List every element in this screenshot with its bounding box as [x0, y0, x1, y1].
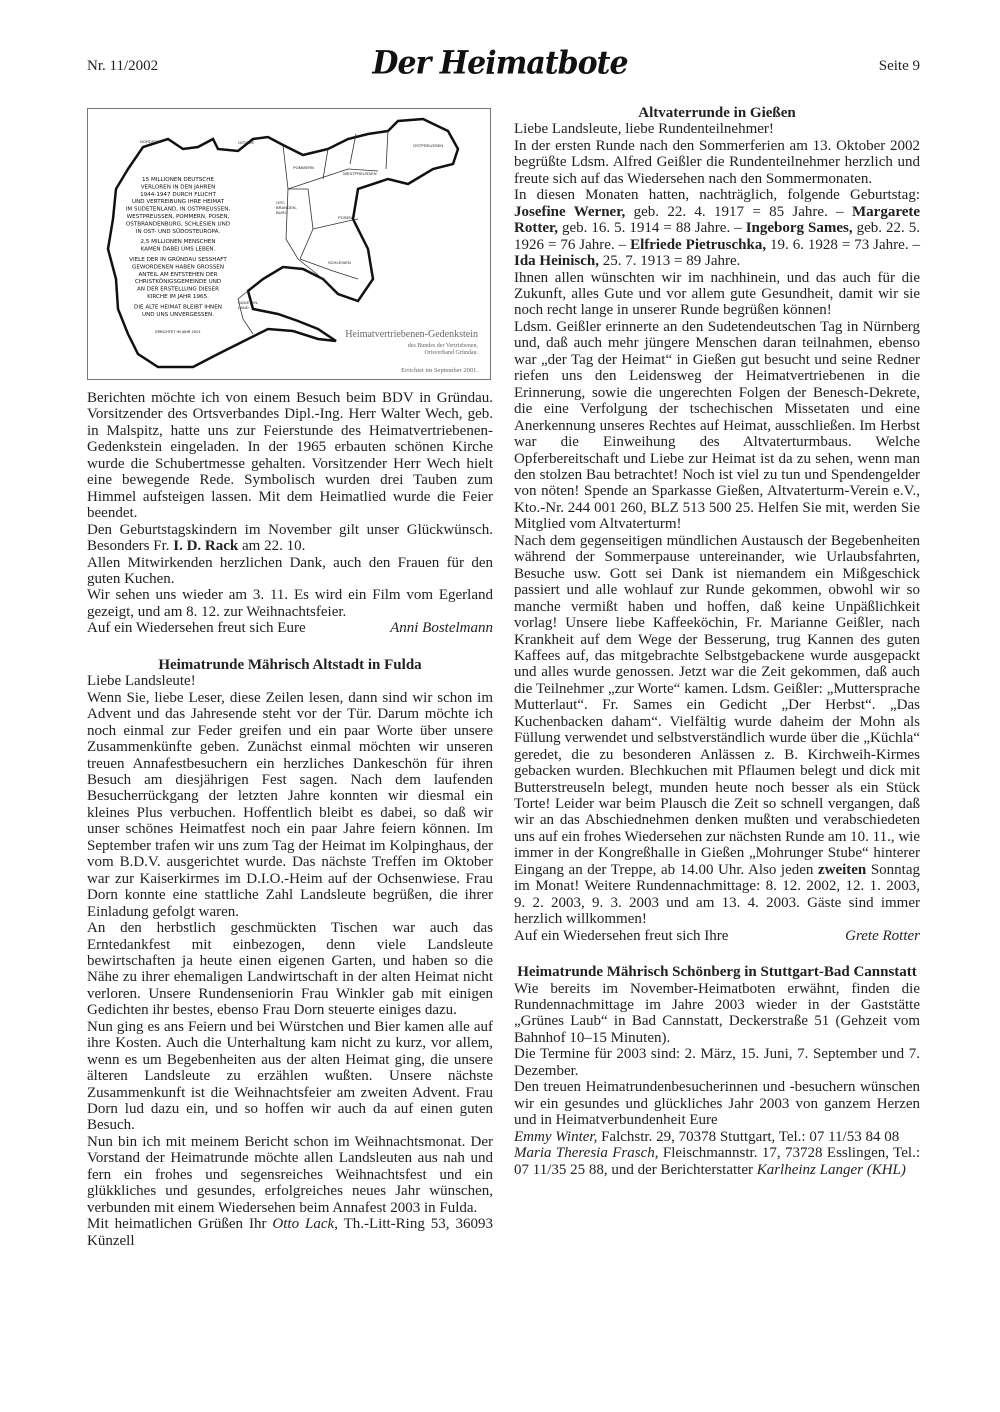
bold-text: Ida Heinisch,: [514, 253, 600, 270]
bold-text: I. D. Rack: [173, 538, 239, 555]
text: Nach dem gegenseitigen mündlichen Austausch der Begebenheiten während der Sommerpause untereinander, wie Urlaubsfahrten, Besuche usw. Gott sei Dank ist niemandem ein Mißgeschick passiert und alle wohlauf zur Runde gekommen, obwohl wir so manche vermißt haben und hoffen, daß keine Unpäßlichkeit vorlag! Unsere liebe Kaffeeköchin, Fr. Marianne Geißler, nach Krankheit auf dem Wege der Besserung, trug Kannen des guten Kaffees auf, das mitgebrachte Selbstgebackene wurde ausgepackt und alles wurde genossen. Jetzt war die Zeit gekommen, daß auch die Teilnehmer „zur Worte“ kamen. Ldsm. Geißler: „Muttersprache Mutterlaut“. Fr. Sames ein Gedicht „Der Herbst“. „Das Kuchenbacken daham“. Vielfältig wurde daheim der Mohn als Füllung verwendet und selbstverständlich wurde über die „Küchla“ geredet, die zu besonderen Anlässen z. B. Kirchweih-Kirmes gebacken wurden. Blechkuchen mit Pflaumen belegt und dick mit Butterstreuseln belegt, munden heute noch besser als ein Stück Torte! Leider war beim Plausch die Zeit so schnell vergangen, daß wir an das Abschiednehmen denken mußten und verabschiedeten uns auf ein frohes Wiedersehen zur nächsten Runde am 10. 11., wie immer in der Kongreßhalle in Gießen „Mohrunger Stube“ hinterer Eingang an der Treppe, ab 14.00 Uhr. Also jeden: [514, 532, 920, 878]
memorial-inscription-line: IN OST- UND SÜDOSTEUROPA.: [135, 228, 221, 235]
page-number: Seite 9: [878, 58, 920, 74]
newspaper-logo: Der Heimatbote: [372, 45, 628, 82]
signoff-text: Auf ein Wiedersehen freut sich Eure: [87, 620, 306, 637]
italic-text: Karlheinz Langer (KHL): [756, 1161, 906, 1178]
article-paragraph: [87, 587, 493, 620]
article-paragraph: [87, 920, 493, 1019]
memorial-inscription-line: OSTBRANDENBURG, SCHLESIEN UND: [125, 221, 231, 228]
article-paragraph: [514, 1079, 920, 1128]
text: Wir sehen uns wieder am 3. 11. Es wird ein Film vom Egerland gezeigt, und am 8. 12. zur Weihnachtsfeier.: [87, 587, 493, 620]
memorial-inscription-line: GEWORDENEN HABEN GROSSEN: [131, 264, 225, 271]
article-paragraph: [514, 1145, 920, 1178]
caption-title: Heimatvertriebenen-Gedenkstein: [345, 329, 478, 340]
text: Liebe Landsleute!: [87, 673, 196, 690]
text: Ldsm. Geißler erinnerte an den Sudetendeutschen Tag in Nürnberg und, daß auch mehr jüngere Menschen daran teilnahmen, ebenso war „der Tag der Heimat“ in Gießen gut besucht und seine Redner riefen uns den Leidensweg der Heimatvertriebenen in die Erinnerung, sowie die ungerechten Folgen der Benesch-Dekrete, die eine Verfolgung der tschechischen Missetaten und eine Anerkennung unseres Rechtes auf Heimat, ausschließen. Im Herbst war die Einweihung des Altvaterturmbaus. Welche Opferbereitschaft und Liebe zur Heimat ist da zu sehen, wenn man den stolzen Bau betrachtet! Noch ist viel zu tun und Spendengelder von nöten! Spende an Sparkasse Gießen, Altvaterturm-Verein e.V., Kto.-Nr. 244 001 260, BLZ 513 500 25. Helfen Sie mit, werden Sie Mitglied vom Altvaterturm!: [514, 318, 920, 533]
text: Ihnen allen wünschten wir im nachhinein, und das auch für die Zukunft, alles Gute und vor allem gute Gesundheit, damit wir sie noch recht lange in unserer Runde begrüßen können!: [514, 269, 920, 319]
signoff-text: Auf ein Wiedersehen freut sich Ihre: [514, 927, 729, 944]
bold-text: Ingeborg Sames,: [745, 220, 853, 237]
article-title: Heimatrunde Mährisch Altstadt in Fulda: [158, 656, 422, 673]
article-paragraph: [87, 673, 493, 689]
memorial-inscription-line: KAMEN DABEI UMS LEBEN.: [140, 246, 216, 253]
map-region-label: NORDSEE: [140, 139, 160, 144]
text: Wenn Sie, liebe Leser, diese Zeilen lesen, dann sind wir schon im Advent und das Jahresende steht vor der Tür. Darum möchte ich noch einmal zur Feder greifen und ein paar Worte über unsere Zusammenkünfte geben. Zunächst einmal möchten wir unseren treuen Annafestbesuchern ein herzliches Dankeschön für ihren Besuch am diesjährigen Fest sagen. Nach dem laufenden Besucherrückgang der letzten Jahre konnten wir diesmal ein kleines Plus verbuchen. Hoffentlich bleibt es dabei, so daß wir unser schönes Heimatfest noch ein paar Jahre feiern können. Im September trafen wir uns zum Tag der Heimat im Kolpinghaus, der vom B.D.V. ausgerichtet wurde. Das nächste Treffen im Oktober war zur Kaiserkirmes im D.I.O.-Heim auf der Ochsenwiese. Frau Dorn konnte eine stattliche Zahl Landsleute begrüßen, die ihrer Einladung gefolgt waren.: [87, 689, 493, 920]
memorial-inscription-line: UND VERTREIBUNG IHRE HEIMAT: [131, 199, 225, 206]
caption-subtitle: Ortsverband Gründau.: [424, 350, 478, 356]
map-region-label: POSEN: [338, 215, 353, 220]
article: [87, 657, 493, 1249]
map-region-label: OST-: [276, 200, 286, 205]
memorial-inscription-line: AN DER ERSTELLUNG DIESER: [136, 286, 220, 293]
text: geb. 22. 4. 1917 = 85 Jahre. –: [625, 203, 852, 220]
signoff: [87, 620, 493, 636]
map-region-label: WESTPREUSSEN: [343, 171, 377, 176]
memorial-inscription-line: KIRCHE IM JAHR 1965.: [147, 294, 209, 300]
left-column: [87, 390, 493, 1269]
article: [514, 964, 920, 1178]
article-paragraph: [514, 187, 920, 269]
text: Allen Mitwirkenden herzlichen Dank, auch den Frauen für den guten Kuchen.: [87, 554, 493, 587]
text: Falchstr. 29, 70378 Stuttgart, Tel.: 07 11/53 84 08: [597, 1128, 900, 1145]
italic-text: Emmy Winter,: [514, 1128, 598, 1145]
memorial-inscription-line: UND UNS UNVERGESSEN.: [142, 311, 214, 318]
article-paragraph: [87, 1019, 493, 1134]
map-region-label: BRANDEN-: [276, 205, 297, 210]
article-paragraph: [514, 319, 920, 533]
memorial-stone-photo: [87, 108, 491, 380]
italic-text: Otto Lack: [272, 1216, 335, 1233]
caption-date: Errichtet im September 2001.: [401, 367, 478, 374]
memorial-inscription-line: IM SUDETENLAND, IN OSTPREUSSEN,: [125, 206, 231, 213]
caption-subtitle: des Bundes der Vertriebenen,: [407, 343, 478, 349]
bold-text: Elfriede Pietruschka,: [630, 236, 767, 253]
text: In diesen Monaten hatten, nachträglich, folgende Geburtstag:: [514, 187, 920, 204]
article-paragraph: [87, 1216, 493, 1249]
text: geb. 16. 5. 1914 = 88 Jahre. –: [558, 220, 746, 237]
article-paragraph: [514, 138, 920, 187]
article-paragraph: [87, 690, 493, 920]
map-region-label: SCHLESIEN: [328, 260, 351, 265]
article-paragraph: [514, 1129, 920, 1145]
memorial-inscription-line: WESTPREUSSEN, POMMERN, POSEN,: [126, 214, 230, 220]
text: Berichten möchte ich von einem Besuch beim BDV in Gründau. Vorsitzender des Ortsverbandes Dipl.-Ing. Herr Walter Wech, geb. in Malspitz, hatte uns zur Feierstunde des Heimatvertriebenen-Gedenkstein eingeladen. In der 1965 erbauten schönen Kirche wurde die Schubertmesse gehalten. Vorsitzender Herr Wech hielt eine bewegende Rede. Symbolisch wurden drei Tauben zum Himmel aufsteigen lassen. Mit dem Heimatlied wurde die Feier beendet.: [87, 390, 493, 522]
issue-number: Nr. 11/2002: [87, 58, 159, 74]
article-paragraph: [514, 270, 920, 319]
text: Liebe Landsleute, liebe Rundenteilnehmer!: [514, 121, 774, 138]
article-paragraph: [514, 121, 920, 137]
text: 19. 6. 1928 = 73 Jahre. –: [766, 236, 921, 253]
text: , Th.-Litt-Ring 53, 36093 Künzell: [87, 1216, 493, 1249]
text: Die Termine für 2003 sind: 2. März, 15. Juni, 7. September und 7. Dezember.: [514, 1046, 920, 1079]
signoff: [514, 928, 920, 944]
text: Nun bin ich mit meinem Bericht schon im Weihnachtsmonat. Der Vorstand der Heimatrunde möchte allen Landsleuten aus nah und fern ein frohes und segensreiches Weihnachtsfest und ein glükkliches und gesundes, erfolgreiches neues Jahr wünschen, verbunden mit einem Wiedersehen beim Annafest 2003 in Fulda.: [87, 1133, 493, 1216]
article-paragraph: [514, 981, 920, 1047]
article: [514, 105, 920, 944]
text: Den treuen Heimatrundenbesucherinnen und -besuchern wünschen wir ein gesundes und glückliches Jahr 2003 von ganzem Herzen und in Heimatverbundenheit Eure: [514, 1079, 920, 1129]
map-region-label: LAND: [238, 305, 249, 310]
author-name: Anni Bostelmann: [390, 620, 493, 637]
map-region-label: OSTPREUSSEN: [413, 143, 444, 148]
map-region-label: POMMERN: [293, 165, 314, 170]
map-region-label: SUDETEN-: [238, 300, 259, 305]
memorial-inscription-line: ERRICHTET IM JAHR 2001: [155, 330, 201, 335]
bold-text: Josefine Werner,: [514, 203, 626, 220]
memorial-inscription-line: DIE ALTE HEIMAT BLEIBT IHNEN: [134, 304, 222, 311]
memorial-inscription-line: VIELE DER IN GRÜNDAU SESSHAFT: [129, 257, 227, 263]
text: An den herbstlich geschmückten Tischen war auch das Erntedankfest mit einbezogen, denn viele Landsleute bewirtschaften ja heute einen eigenen Garten, und haben so die Nähe zu ihrer ehemaligen Landwirtschaft in der alten Heimat nicht verloren. Unsere Rundenseniorin Frau Winkler gab mit einigen Gedichten ihr bestes, ebenso Frau Dorn steuerte einiges dazu.: [87, 920, 493, 1019]
right-column: [514, 105, 920, 1198]
article-paragraph: [514, 533, 920, 928]
article-paragraph: [87, 522, 493, 555]
text: Wie bereits im November-Heimatboten erwähnt, finden die Rundennachmittage im Jahre 2003 wieder in der Gaststätte „Grünes Laub“ in Bad Cannstatt, Deckerstraße 51 (Gehzeit vom Bahnhof 10–15 Minuten).: [514, 980, 920, 1046]
text: In der ersten Runde nach den Sommerferien am 13. Oktober 2002 begrüßte Ldsm. Alfred Geißler die Rundenteilnehmer herzlich und freute sich auf das Wiedersehen nach den Sommermonaten.: [514, 137, 920, 187]
memorial-inscription-line: VERLOREN IN DEN JAHREN: [140, 184, 216, 191]
article-title: Heimatrunde Mährisch Schönberg in Stuttgart-Bad Cannstatt: [517, 964, 917, 981]
bold-text: Margarete Rotter,: [514, 203, 921, 237]
text: geb. 22. 5. 1926 = 76 Jahre. –: [514, 220, 921, 253]
memorial-inscription-line: 15 MILLIONEN DEUTSCHE: [142, 177, 214, 183]
text: Mit heimatlichen Grüßen Ihr: [87, 1216, 273, 1233]
article: [87, 390, 493, 637]
italic-text: Maria Theresia Frasch,: [514, 1145, 659, 1162]
memorial-inscription-line: ANTEIL AM ENTSTEHEN DER: [138, 271, 218, 278]
article-paragraph: [87, 390, 493, 522]
map-region-label: OSTSEE: [238, 140, 255, 145]
article-paragraph: [87, 555, 493, 588]
memorial-inscription-line: 1944-1947 DURCH FLUCHT: [140, 191, 216, 198]
map-region-label: BURG: [276, 210, 288, 215]
author-name: Grete Rotter: [845, 927, 920, 944]
region-borders: [238, 131, 388, 334]
memorial-inscription-line: 2,5 MILLIONEN MENSCHEN: [140, 239, 216, 246]
text: Sonntag im Monat! Weitere Rundennachmittage: 8. 12. 2002, 12. 1. 2003, 9. 2. 2003, 9. 3. 2003 und am 13. 4. 2003. Gäste sind immer herzlich willkommen!: [514, 861, 920, 928]
map-illustration: [88, 109, 492, 381]
text: Den Geburtstagskindern im November gilt unser Glückwünsch. Besonders Fr.: [87, 521, 493, 555]
text: Nun ging es ans Feiern und bei Würstchen und Bier kamen alle auf ihre Kosten. Auch die Unterhaltung kam nicht zu kurz, vor allem, wenn es um Begebenheiten aus der alten Heimat ging, die unsere älteren Landsleute zu erzählen wußten. Unsere nächste Zusammenkunft ist die Weihnachtsfeier am zweiten Advent. Frau Dorn lud dazu ein, und so hoffen wir auch da auf einen guten Besuch.: [87, 1018, 493, 1134]
article-title: Altvaterrunde in Gießen: [638, 105, 796, 121]
bold-text: zweiten: [817, 861, 867, 878]
text: 25. 7. 1913 = 89 Jahre.: [599, 253, 741, 270]
text: am 22. 10.: [238, 538, 306, 555]
text: Fleischmannstr. 17, 73728 Esslingen, Tel.: 07 11/35 25 88, und der Berichterstatter: [514, 1145, 920, 1178]
article-paragraph: [87, 1134, 493, 1216]
article-paragraph: [514, 1046, 920, 1079]
memorial-inscription-line: CHRISTKÖNIGSGEMEINDE UND: [134, 279, 222, 286]
